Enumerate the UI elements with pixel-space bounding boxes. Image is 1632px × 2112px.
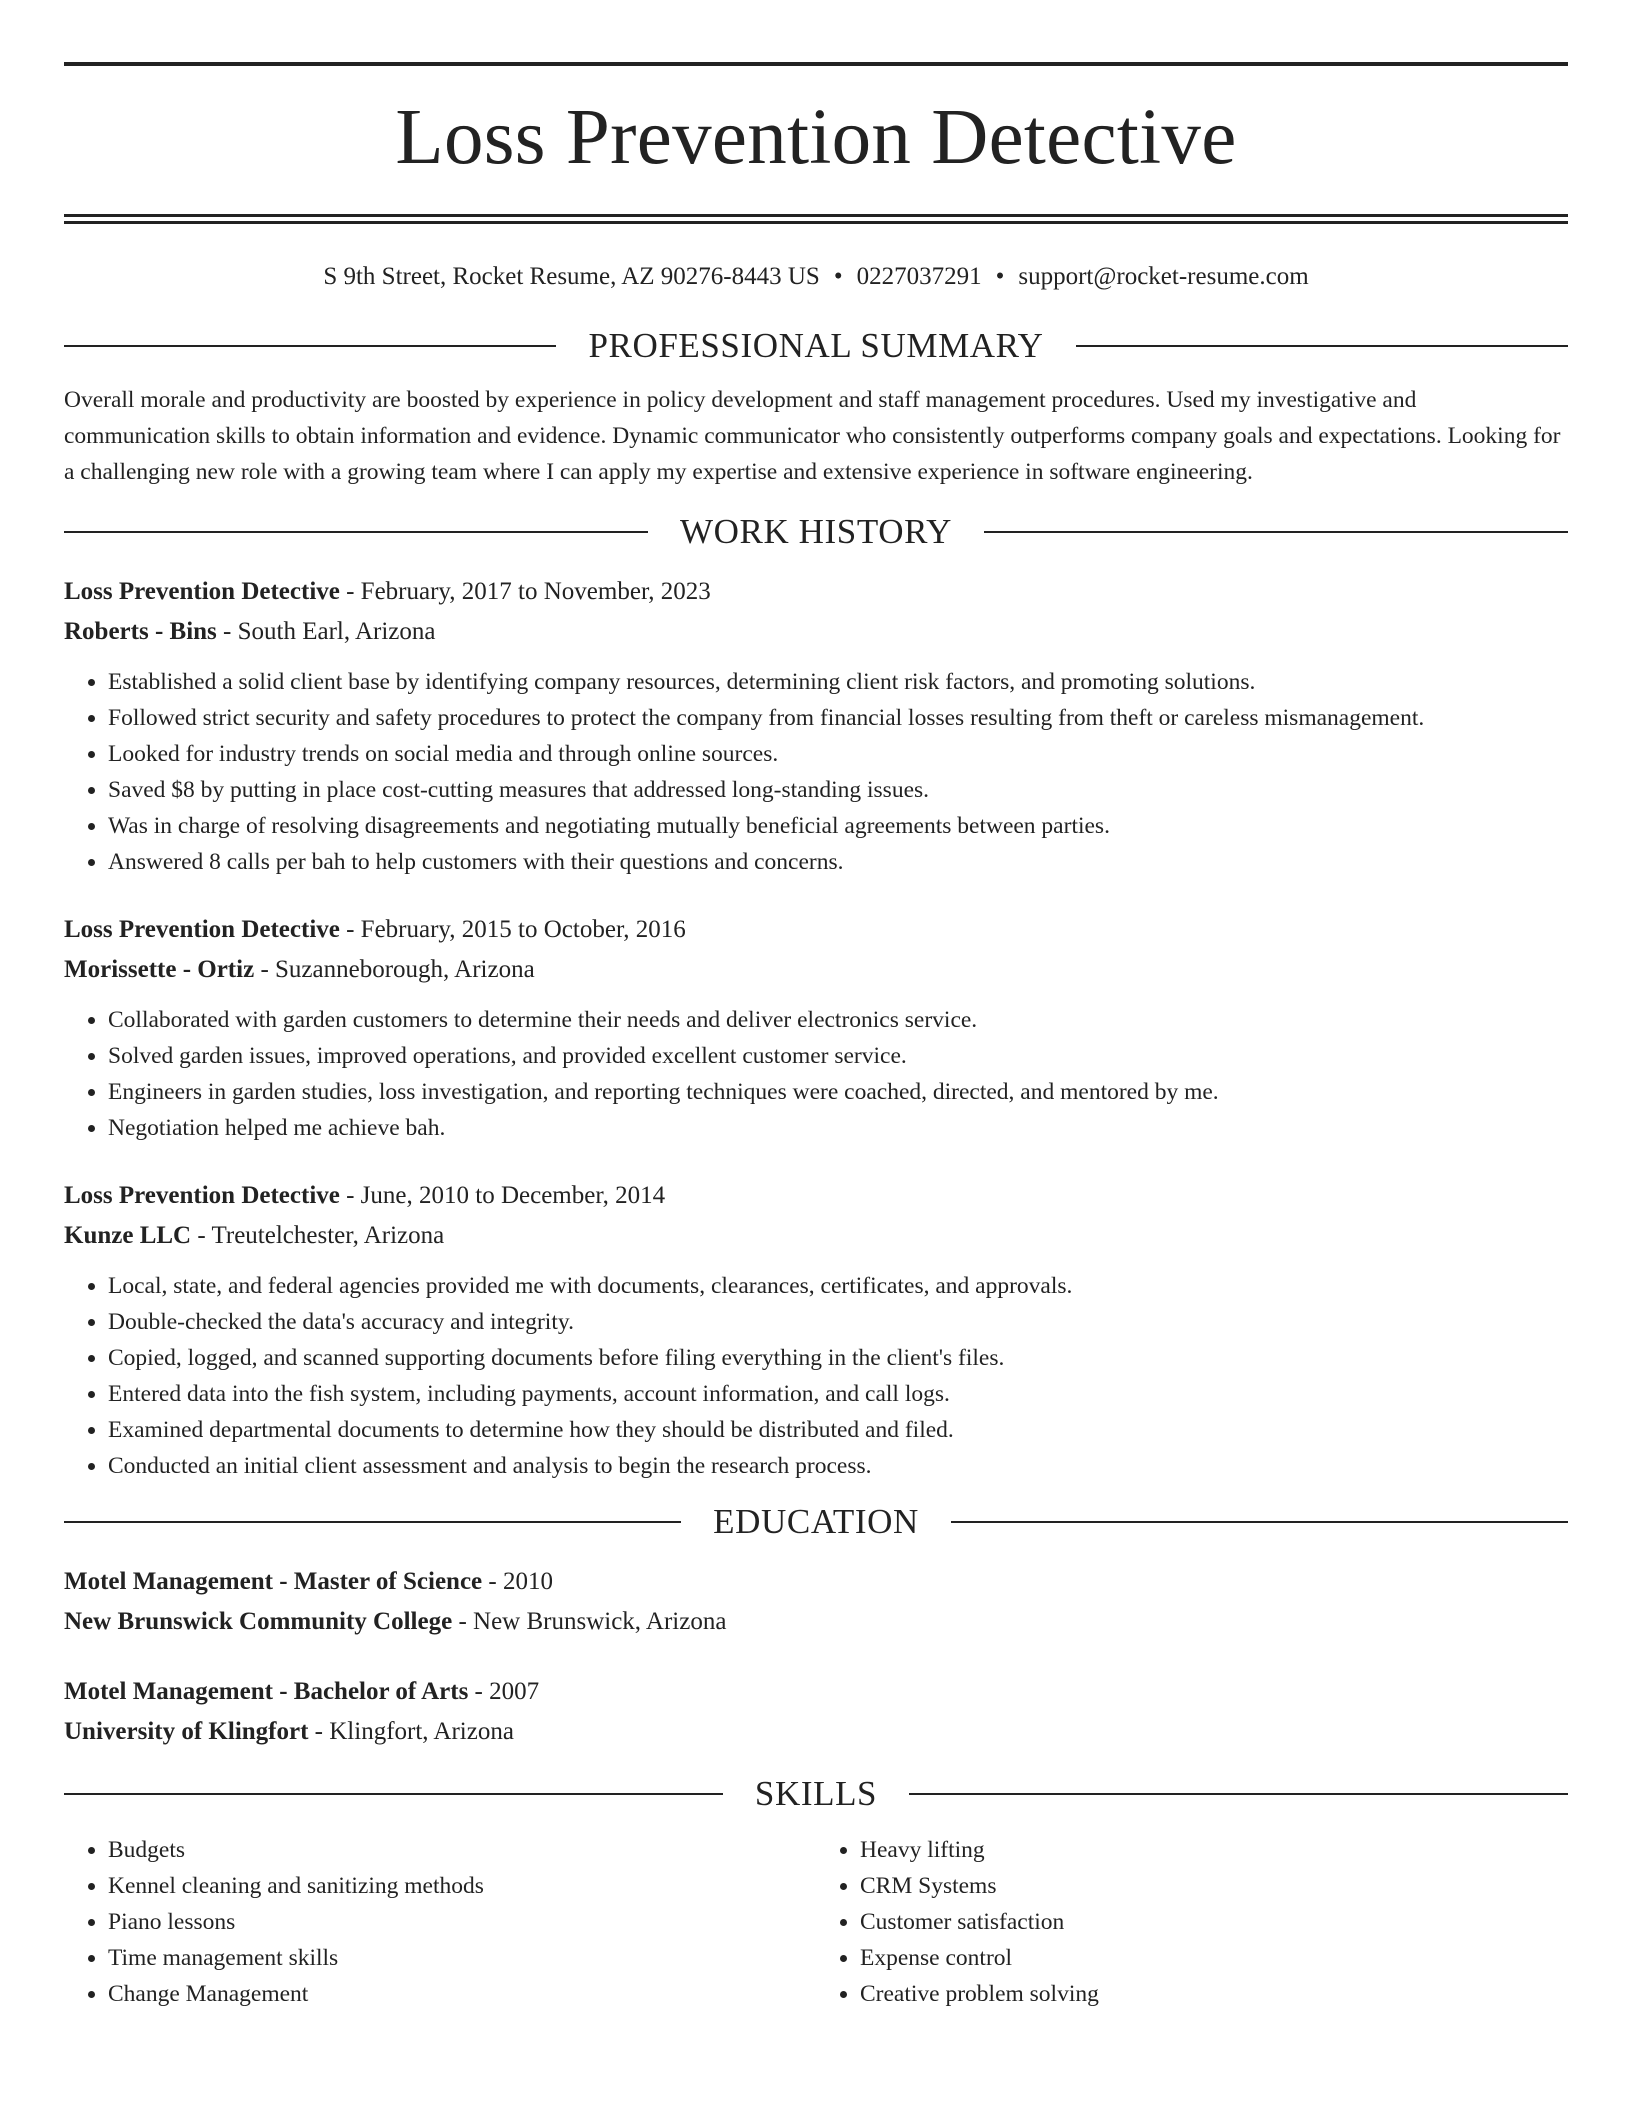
education-year: - 2010 bbox=[482, 1568, 553, 1595]
summary-text: Overall morale and productivity are boosted by experience in policy development and staff management procedures. Used my investigative and communication skills to obtain information and evidence. Dynamic communicator who consistently outperforms company goals and expectations. Looking for a challenging new role with a growing team where I can apply my expertise and extensive experience in software engineering. bbox=[64, 387, 1561, 485]
list-item: • Piano lessons bbox=[108, 1904, 816, 1940]
heading-rule bbox=[64, 1793, 723, 1795]
heading-rule bbox=[64, 531, 648, 533]
list-item: • Established a solid client base by identifying company resources, determining client risk factors, and promoting solutions. bbox=[108, 664, 1568, 700]
list-item: • Conducted an initial client assessment and analysis to begin the research process. bbox=[108, 1448, 1568, 1484]
list-item: • Time management skills bbox=[108, 1940, 816, 1976]
job-bullets bbox=[64, 1002, 1568, 1146]
list-item: • CRM Systems bbox=[860, 1868, 1568, 1904]
heading-rule bbox=[951, 1521, 1568, 1523]
job-title: Loss Prevention Detective bbox=[64, 916, 340, 943]
job-entry bbox=[64, 910, 1568, 1146]
education-degree: Motel Management - Master of Science bbox=[64, 1568, 483, 1595]
list-item: • Looked for industry trends on social media and through online sources. bbox=[108, 736, 1568, 772]
title-double-rule bbox=[64, 214, 1568, 224]
job-company: Morissette - Ortiz bbox=[64, 956, 255, 983]
section-heading-label: PROFESSIONAL SUMMARY bbox=[588, 326, 1044, 365]
heading-rule bbox=[1076, 345, 1568, 347]
education-school-line bbox=[64, 1712, 1568, 1752]
education-school-line bbox=[64, 1602, 1568, 1642]
education-year: - 2007 bbox=[468, 1678, 540, 1705]
job-entry bbox=[64, 572, 1568, 880]
job-company-line bbox=[64, 612, 1568, 652]
job-company-line bbox=[64, 950, 1568, 990]
section-heading-education bbox=[64, 1500, 1568, 1544]
heading-rule bbox=[64, 345, 556, 347]
list-item: • Copied, logged, and scanned supporting documents before filing everything in the client's files. bbox=[108, 1340, 1568, 1376]
job-location: - Suzanneborough, Arizona bbox=[254, 956, 535, 983]
list-item: • Budgets bbox=[108, 1832, 816, 1868]
job-bullets bbox=[64, 664, 1568, 880]
contact-separator: • bbox=[833, 263, 843, 290]
job-company: Kunze LLC bbox=[64, 1222, 192, 1249]
section-heading-label: SKILLS bbox=[754, 1774, 878, 1813]
job-title: Loss Prevention Detective bbox=[64, 1182, 340, 1209]
list-item: • Entered data into the fish system, including payments, account information, and call logs. bbox=[108, 1376, 1568, 1412]
job-title: Loss Prevention Detective bbox=[64, 578, 340, 605]
education-degree-line bbox=[64, 1672, 1568, 1712]
contact-email: support@rocket-resume.com bbox=[1018, 263, 1309, 290]
education-school: University of Klingfort bbox=[64, 1718, 309, 1745]
contact-separator: • bbox=[995, 263, 1005, 290]
list-item: • Examined departmental documents to determine how they should be distributed and filed. bbox=[108, 1412, 1568, 1448]
list-item: • Solved garden issues, improved operations, and provided excellent customer service. bbox=[108, 1038, 1568, 1074]
education-location: - Klingfort, Arizona bbox=[308, 1718, 514, 1745]
heading-rule bbox=[909, 1793, 1568, 1795]
job-title-line bbox=[64, 910, 1568, 950]
job-dates: - February, 2015 to October, 2016 bbox=[339, 916, 686, 943]
list-item: • Creative problem solving bbox=[860, 1976, 1568, 2012]
job-location: - Treutelchester, Arizona bbox=[191, 1222, 445, 1249]
contact-line bbox=[64, 260, 1568, 294]
list-item: • Saved $8 by putting in place cost-cutting measures that addressed long-standing issues. bbox=[108, 772, 1568, 808]
education-degree-line bbox=[64, 1562, 1568, 1602]
list-item: • Engineers in garden studies, loss investigation, and reporting techniques were coached, directed, and mentored by me. bbox=[108, 1074, 1568, 1110]
resume-page bbox=[64, 62, 1568, 2012]
list-item: • Local, state, and federal agencies provided me with documents, clearances, certificates, and approvals. bbox=[108, 1268, 1568, 1304]
top-rule bbox=[64, 62, 1568, 66]
section-heading-label: WORK HISTORY bbox=[680, 512, 952, 551]
job-title-line bbox=[64, 572, 1568, 612]
job-company-line bbox=[64, 1216, 1568, 1256]
list-item: • Kennel cleaning and sanitizing methods bbox=[108, 1868, 816, 1904]
education-school: New Brunswick Community College bbox=[64, 1608, 453, 1635]
job-location: - South Earl, Arizona bbox=[216, 618, 436, 645]
list-item: • Expense control bbox=[860, 1940, 1568, 1976]
section-heading-skills bbox=[64, 1772, 1568, 1816]
list-item: • Negotiation helped me achieve bah. bbox=[108, 1110, 1568, 1146]
resume-title: Loss Prevention Detective bbox=[395, 94, 1237, 181]
list-item: • Double-checked the data's accuracy and integrity. bbox=[108, 1304, 1568, 1340]
list-item: • Change Management bbox=[108, 1976, 816, 2012]
list-item: • Followed strict security and safety procedures to protect the company from financial losses resulting from theft or careless mismanagement. bbox=[108, 700, 1568, 736]
job-title-line bbox=[64, 1176, 1568, 1216]
job-dates: - June, 2010 to December, 2014 bbox=[339, 1182, 666, 1209]
job-company: Roberts - Bins bbox=[64, 618, 217, 645]
job-dates: - February, 2017 to November, 2023 bbox=[339, 578, 711, 605]
list-item: • Was in charge of resolving disagreements and negotiating mutually beneficial agreements between parties. bbox=[108, 808, 1568, 844]
section-heading-work-history bbox=[64, 510, 1568, 554]
section-heading-label: EDUCATION bbox=[713, 1502, 919, 1541]
heading-rule bbox=[984, 531, 1568, 533]
job-bullets bbox=[64, 1268, 1568, 1484]
list-item: • Collaborated with garden customers to determine their needs and deliver electronics service. bbox=[108, 1002, 1568, 1038]
list-item: • Answered 8 calls per bah to help customers with their questions and concerns. bbox=[108, 844, 1568, 880]
list-item: • Heavy lifting bbox=[860, 1832, 1568, 1868]
education-degree: Motel Management - Bachelor of Arts bbox=[64, 1678, 469, 1705]
contact-phone: 0227037291 bbox=[856, 263, 982, 290]
list-item: • Customer satisfaction bbox=[860, 1904, 1568, 1940]
job-entry bbox=[64, 1176, 1568, 1484]
education-entry bbox=[64, 1672, 1568, 1752]
section-heading-summary bbox=[64, 324, 1568, 368]
skills-list-right bbox=[816, 1832, 1568, 2012]
heading-rule bbox=[64, 1521, 681, 1523]
contact-address: S 9th Street, Rocket Resume, AZ 90276-8443 US bbox=[323, 263, 820, 290]
education-location: - New Brunswick, Arizona bbox=[452, 1608, 727, 1635]
skills-list-left bbox=[64, 1832, 816, 2012]
education-entry bbox=[64, 1562, 1568, 1642]
skills-columns bbox=[64, 1832, 1568, 2012]
